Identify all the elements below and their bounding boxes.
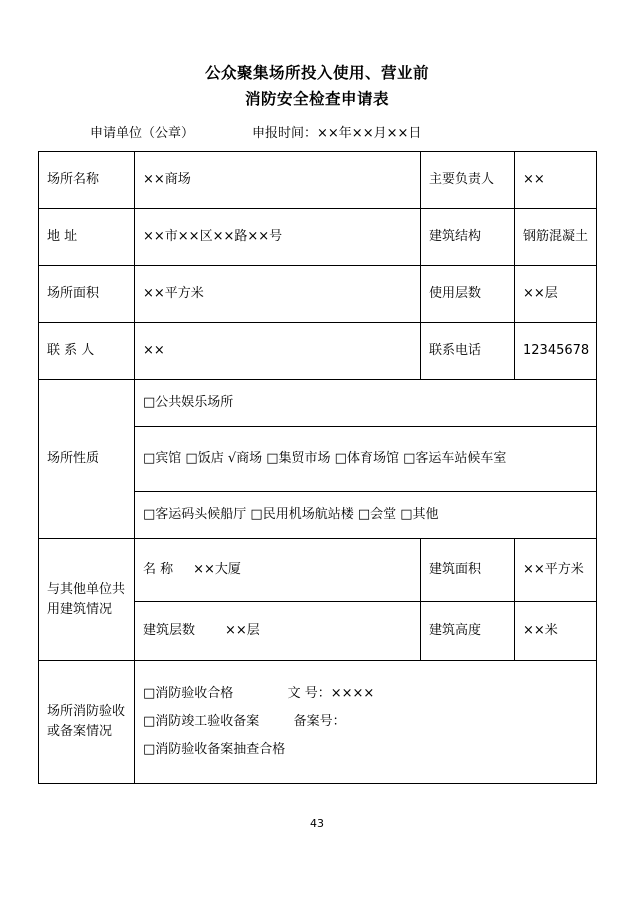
contact-value: ×× xyxy=(135,323,421,380)
floors-label: 使用层数 xyxy=(421,266,515,323)
venue-nature-option-line-3[interactable]: □客运码头候船厅 □民用机场航站楼 □会堂 □其他 xyxy=(135,492,597,539)
shared-building-name-label xyxy=(135,539,421,602)
page-number: 43 xyxy=(310,817,324,830)
table-row xyxy=(39,209,597,266)
acceptance-option-1-row xyxy=(143,680,588,708)
shared-building-floors-label xyxy=(135,602,421,661)
acceptance-document-number: 文 号：×××× xyxy=(287,686,375,701)
contact-label: 联 系 人 xyxy=(39,323,135,380)
shared-building-area-value: ××平方米 xyxy=(515,539,597,602)
venue-nature-option-line-2[interactable]: □宾馆 □饭店 √商场 □集贸市场 □体育场馆 □客运车站候车室 xyxy=(135,427,597,492)
acceptance-status-options xyxy=(135,661,597,784)
principal-value: ×× xyxy=(515,152,597,209)
venue-name-label: 场所名称 xyxy=(39,152,135,209)
venue-nature-option-line-1[interactable]: □公共娱乐场所 xyxy=(135,380,597,427)
acceptance-status-label: 场所消防验收或备案情况 xyxy=(39,661,135,784)
acceptance-option-3-row xyxy=(143,736,588,764)
application-form-table xyxy=(38,151,597,784)
structure-value: 钢筋混凝土 xyxy=(515,209,597,266)
applicant-label: 申请单位（公章） xyxy=(90,126,195,141)
page-title-line-1: 公众聚集场所投入使用、营业前 xyxy=(204,64,429,82)
table-row xyxy=(39,539,597,602)
area-value: ××平方米 xyxy=(135,266,421,323)
shared-building-floors-label-text: 建筑层数 xyxy=(143,623,196,638)
table-row xyxy=(39,323,597,380)
shared-building-height-label: 建筑高度 xyxy=(421,602,515,661)
acceptance-option-3[interactable]: □消防验收备案抽查合格 xyxy=(143,742,286,757)
area-label: 场所面积 xyxy=(39,266,135,323)
phone-label: 联系电话 xyxy=(421,323,515,380)
address-value: ××市××区××路××号 xyxy=(135,209,421,266)
form-meta-row xyxy=(38,122,596,141)
shared-building-floors-value: ××层 xyxy=(225,623,260,638)
shared-building-height-value: ××米 xyxy=(515,602,597,661)
shared-building-name-value: ××大厦 xyxy=(193,562,241,577)
table-row xyxy=(39,152,597,209)
acceptance-record-number: 备案号： xyxy=(293,714,346,729)
table-row xyxy=(39,380,597,427)
shared-building-label: 与其他单位共用建筑情况 xyxy=(39,539,135,661)
structure-label: 建筑结构 xyxy=(421,209,515,266)
table-row xyxy=(39,661,597,784)
phone-value: 12345678 xyxy=(515,323,597,380)
venue-nature-label: 场所性质 xyxy=(39,380,135,539)
submission-date-label: 申报时间：××年××月××日 xyxy=(252,126,422,141)
shared-building-area-label: 建筑面积 xyxy=(421,539,515,602)
acceptance-option-2[interactable]: □消防竣工验收备案 xyxy=(143,714,260,729)
floors-value: ××层 xyxy=(515,266,597,323)
acceptance-option-2-row xyxy=(143,708,588,736)
principal-label: 主要负责人 xyxy=(421,152,515,209)
address-label: 地 址 xyxy=(39,209,135,266)
venue-name-value: ××商场 xyxy=(135,152,421,209)
shared-building-name-label-text: 名 称 xyxy=(143,562,174,577)
page-title-line-2: 消防安全检查申请表 xyxy=(244,90,389,108)
table-row xyxy=(39,266,597,323)
acceptance-option-1[interactable]: □消防验收合格 xyxy=(143,686,234,701)
